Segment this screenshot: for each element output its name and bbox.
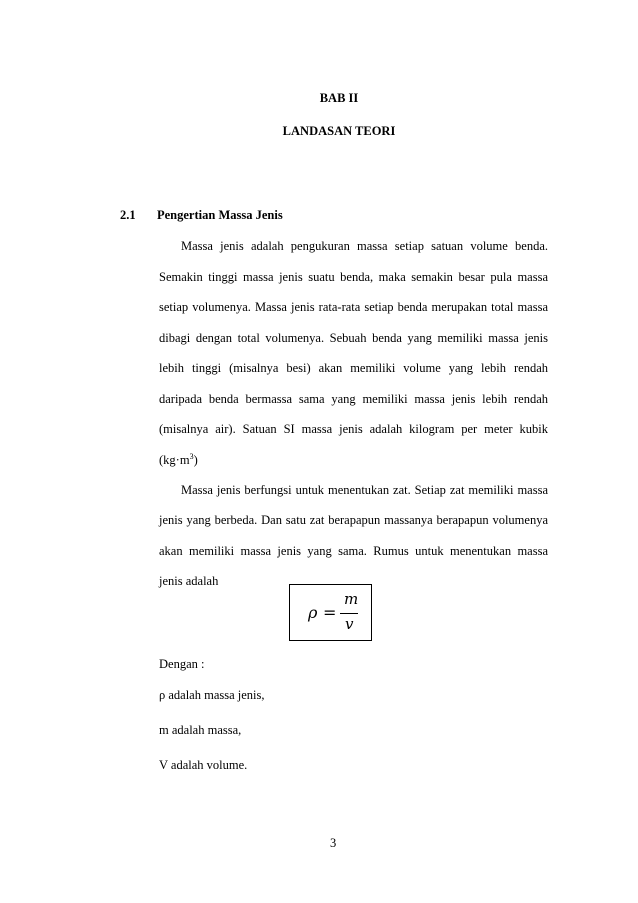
chapter-title: LANDASAN TEORI: [282, 124, 396, 138]
paragraph1-line: Massa jenis adalah pengukuran massa setiap satuan volume benda.: [181, 239, 548, 253]
paragraph2-line: jenis yang berbeda. Dan satu zat berapapun massanya berapapun volumenya: [159, 513, 548, 527]
paragraph1-line: daripada benda bermassa sama yang memiliki massa jenis lebih rendah: [159, 392, 548, 406]
definition-item: m adalah massa,: [159, 723, 242, 737]
formula-numerator: m: [344, 590, 359, 608]
section-heading: [120, 208, 283, 223]
unit-close: ): [193, 453, 198, 467]
unit-base: (kg·m: [159, 453, 190, 467]
page-number: 3: [330, 836, 337, 850]
paragraph2-line: akan memiliki massa jenis yang sama. Rumus untuk menentukan massa: [159, 544, 548, 558]
section-title: Pengertian Massa Jenis: [157, 208, 283, 222]
unit-exponent: 3: [189, 451, 194, 461]
chapter-number: BAB II: [319, 91, 359, 105]
paragraph1-line: Semakin tinggi massa jenis suatu benda, maka semakin besar pula massa: [159, 270, 548, 284]
paragraph2-line: Massa jenis berfungsi untuk menentukan zat. Setiap zat memiliki massa: [181, 483, 548, 497]
paragraph1-line: setiap volumenya. Massa jenis rata-rata setiap benda merupakan total massa: [159, 300, 548, 314]
formula-density-symbol: ρ: [308, 603, 318, 622]
paragraph1-line: lebih tinggi (misalnya besi) akan memiliki volume yang lebih rendah: [159, 361, 548, 375]
section-number: 2.1: [120, 208, 136, 222]
unit-line: [159, 452, 548, 468]
paragraph1-line: dibagi dengan total volumenya. Sebuah benda yang memiliki massa jenis: [159, 331, 548, 345]
definition-item: V adalah volume.: [159, 758, 248, 772]
paragraph1-line: (misalnya air). Satuan SI massa jenis adalah kilogram per meter kubik: [159, 422, 548, 436]
formula-box: [289, 584, 372, 641]
formula-denominator: v: [345, 615, 354, 633]
definitions-intro: Dengan :: [159, 657, 205, 671]
definition-item: ρ adalah massa jenis,: [159, 688, 265, 702]
formula-equals: =: [323, 603, 337, 622]
formula-fraction-bar: [340, 613, 358, 614]
paragraph2-line: jenis adalah: [159, 574, 219, 588]
